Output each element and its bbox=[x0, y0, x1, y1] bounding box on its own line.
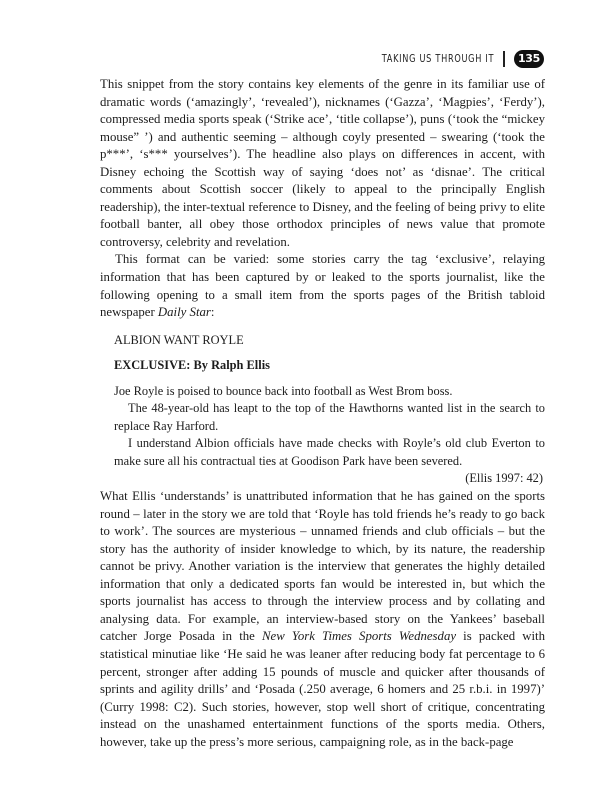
paragraph-3 bbox=[100, 488, 545, 751]
newspaper-section-title: New York Times Sports Wednesday bbox=[262, 629, 457, 644]
extract-paragraph-3: I understand Albion officials have made checks with Royle’s old club Everton to make sure all his contractual ties at Goodison Park have been severed. bbox=[114, 436, 545, 468]
paragraph-3-text: What Ellis ‘understands’ is unattributed information that he has gained on the sports round – later in the story we are told that ‘Royle has told friends he’s ready to go back to work’. The sources are mysterious – unnamed friends and club officials – but the story has the authority of insider knowledge to which, by its nature, the readership cannot be privy. Another variation is the interview that generates the highly detailed information that only a dedicated sports fan would be interested in, but which the sports journalist has access to through the interview process and by collating and analysing data. For example, an interview-based story on the Yankees’ baseball catcher Jorge Posada in the bbox=[100, 489, 545, 644]
extract-headline: ALBION WANT ROYLE bbox=[114, 332, 244, 347]
extract-citation: (Ellis 1997: 42) bbox=[465, 471, 543, 486]
running-title: TAKING US THROUGH IT bbox=[381, 53, 495, 65]
extract-byline: EXCLUSIVE: By Ralph Ellis bbox=[114, 358, 270, 373]
paragraph-2-text: This format can be varied: some stories carry the tag ‘exclusive’, relaying information that has been captured by or leaked to the sports journalist, like the following opening to a small item from the sports pages of the British tabloid newspaper bbox=[100, 252, 545, 320]
paragraph-3-end: is packed with statistical minutiae like ‘He said he was leaner after reducing body fat percentage to 6 percent, stronger after adding 15 pounds of muscle and quicker after thousands of sprints and agility drills’ and ‘Posada (.250 average, 6 homers and 25 r.b.i. in 1997)’ (Curry 1998: C2). Such stories, however, stop well short of critique, concentrating instead on the unashamed entertainment functions of the sports media. Others, however, take up the press’s more serious, campaigning role, as in the back-page bbox=[100, 629, 545, 749]
header-rule bbox=[503, 51, 505, 67]
newspaper-title: Daily Star bbox=[157, 305, 211, 320]
paragraph-2 bbox=[100, 251, 545, 321]
news-extract bbox=[114, 332, 545, 488]
body-text bbox=[100, 76, 545, 751]
paragraph-2-end: : bbox=[210, 305, 215, 320]
running-head bbox=[350, 49, 544, 69]
page-number: 135 bbox=[514, 50, 544, 68]
paragraph-1: This snippet from the story contains key elements of the genre in its familiar use of dramatic words (‘amazingly’, ‘revealed’), nicknames (‘Gazza’, ‘Magpies’, ‘Ferdy’), compressed media sports speak (‘Strike ace’, ‘title collapse’), puns (‘took the “mickey mouse” ’) and authentic seeming – although coyly presented – swearing (‘took the p***’, ‘s*** yourselves’). The headline also plays on differences in accent, with Disney echoing the Scottish way of saying ‘does not’ as ‘disnae’. The critical comments about Scottish soccer (likely to appeal to the principally English readership), the inter-textual reference to Disney, and the feeling of being privy to elite football banter, all obey those orthodox principles of news value that promote controversy, celebrity and revelation. bbox=[100, 77, 545, 249]
extract-paragraph-1: Joe Royle is poised to bounce back into football as West Brom boss. bbox=[114, 383, 453, 398]
extract-paragraph-2: The 48-year-old has leapt to the top of the Hawthorns wanted list in the search to replace Ray Harford. bbox=[114, 401, 545, 433]
